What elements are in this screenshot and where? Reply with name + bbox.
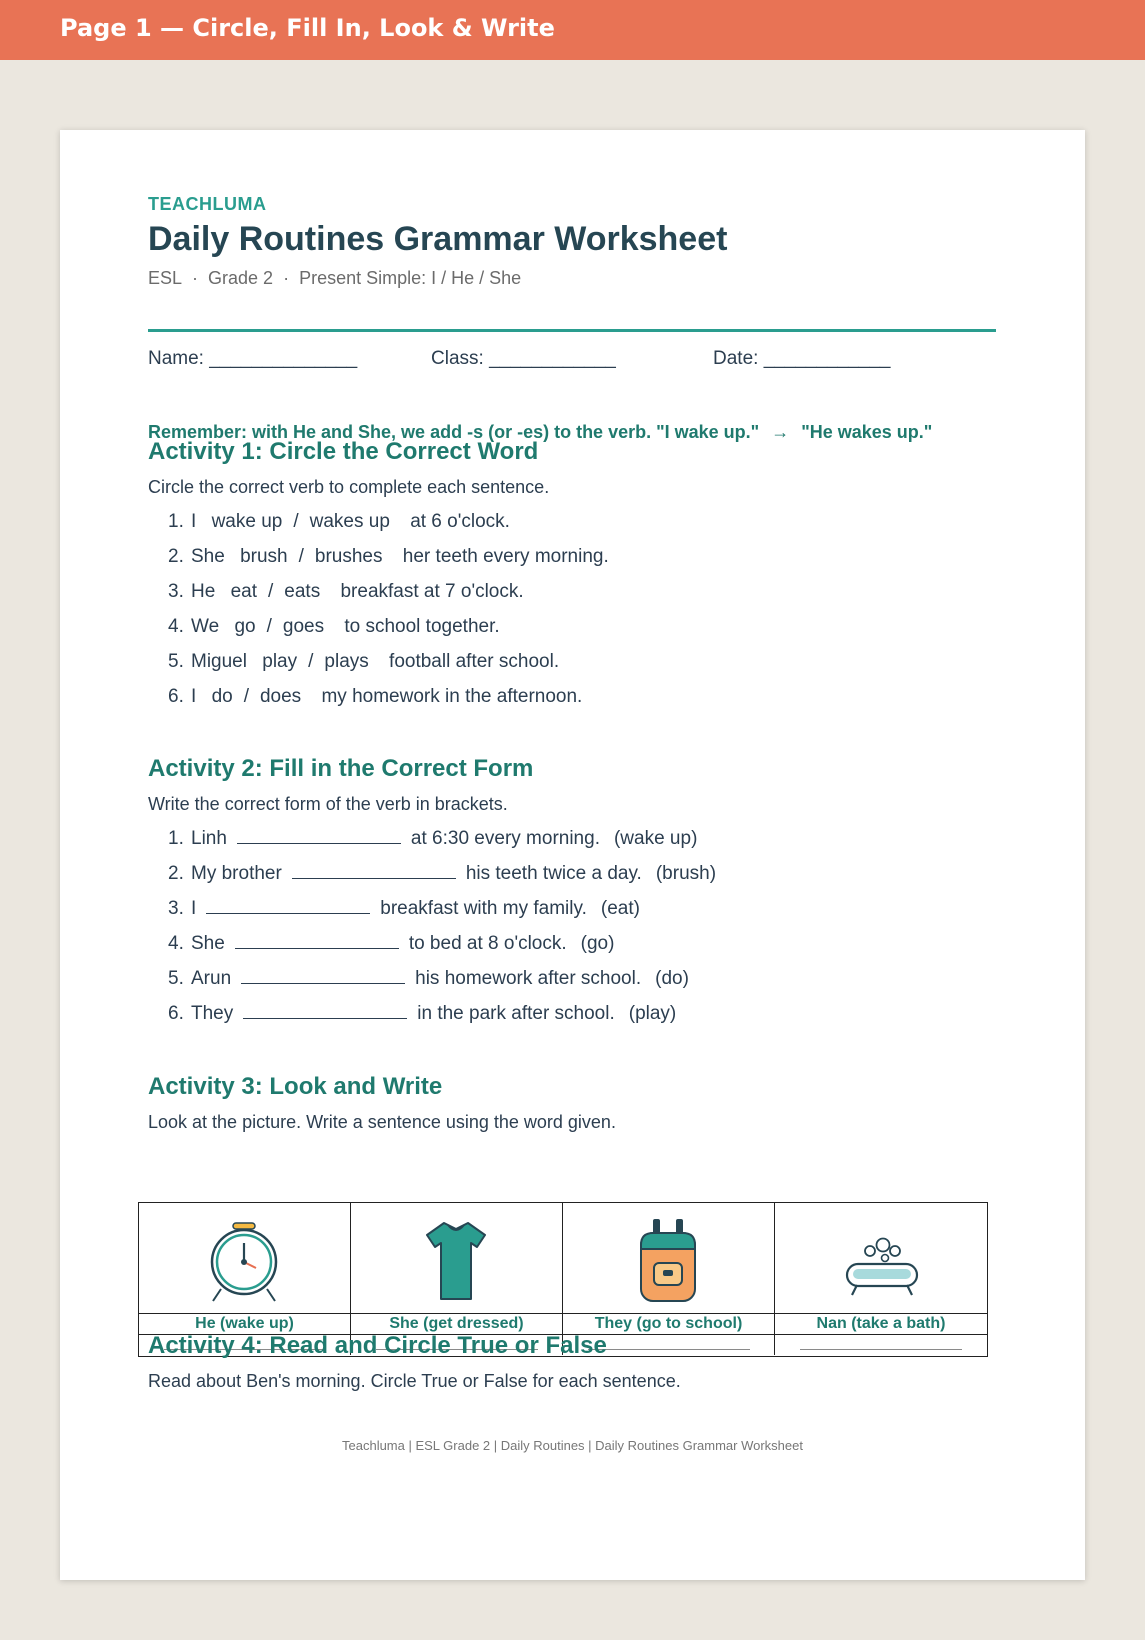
activity-1-item bbox=[168, 581, 524, 603]
choice-b[interactable]: does bbox=[259, 686, 302, 707]
cell-label: He (wake up) bbox=[139, 1314, 350, 1335]
item-subject: Arun bbox=[191, 968, 232, 989]
item-subject: I bbox=[191, 511, 197, 532]
activity-2-item bbox=[168, 863, 716, 885]
page-banner bbox=[0, 0, 1145, 60]
arrow-icon: → bbox=[771, 422, 790, 442]
choice-b[interactable]: brushes bbox=[314, 546, 383, 567]
activity-1-item bbox=[168, 616, 500, 638]
date-field[interactable]: Date: ____________ bbox=[713, 348, 891, 369]
activity-1-item bbox=[168, 546, 609, 568]
activity-1-instruction: Circle the correct verb to complete each sentence. bbox=[148, 477, 550, 497]
item-rest: her teeth every morning. bbox=[402, 546, 609, 567]
activity-2-item bbox=[168, 898, 640, 920]
verb-hint: (eat) bbox=[600, 898, 640, 919]
choice-separator: / bbox=[266, 616, 272, 637]
item-rest: to school together. bbox=[344, 616, 500, 637]
choice-a[interactable]: eat bbox=[230, 581, 257, 602]
meta-topic: Present Simple: I / He / She bbox=[299, 268, 522, 288]
header-rule bbox=[148, 329, 996, 332]
backpack-icon bbox=[623, 1215, 713, 1305]
class-field[interactable]: Class: ____________ bbox=[431, 348, 616, 369]
choice-separator: / bbox=[243, 686, 249, 707]
activity-3-title: Activity 3: Look and Write bbox=[148, 1073, 443, 1100]
choice-a[interactable]: wake up bbox=[211, 511, 283, 532]
item-rest: his teeth twice a day. bbox=[465, 863, 642, 884]
answer-blank[interactable] bbox=[292, 863, 456, 879]
choice-a[interactable]: brush bbox=[240, 546, 288, 567]
item-rest: breakfast with my family. bbox=[380, 898, 587, 919]
item-rest: his homework after school. bbox=[415, 968, 642, 989]
bathtub-icon bbox=[835, 1215, 925, 1305]
cell-label: Nan (take a bath) bbox=[775, 1314, 987, 1335]
activity-3-instruction: Look at the picture. Write a sentence using the word given. bbox=[148, 1112, 616, 1132]
picture-cell bbox=[775, 1203, 987, 1355]
choice-separator: / bbox=[308, 651, 314, 672]
choice-b[interactable]: plays bbox=[324, 651, 369, 672]
write-line[interactable] bbox=[800, 1349, 962, 1350]
item-number: 6. bbox=[168, 686, 184, 707]
meta-subject: ESL bbox=[148, 268, 183, 288]
item-subject: Linh bbox=[191, 828, 227, 849]
meta-grade: Grade 2 bbox=[208, 268, 274, 288]
item-rest: my homework in the afternoon. bbox=[321, 686, 583, 707]
verb-hint: (play) bbox=[628, 1003, 677, 1024]
choice-b[interactable]: goes bbox=[282, 616, 325, 637]
answer-blank[interactable] bbox=[243, 1003, 407, 1019]
choice-a[interactable]: play bbox=[262, 651, 298, 672]
item-rest: to bed at 8 o'clock. bbox=[408, 933, 567, 954]
name-field[interactable]: Name: ______________ bbox=[148, 348, 358, 369]
item-subject: She bbox=[191, 933, 225, 954]
activity-4-title: Activity 4: Read and Circle True or False bbox=[148, 1332, 607, 1359]
item-number: 6. bbox=[168, 1003, 184, 1024]
activity-4-instruction: Read about Ben's morning. Circle True or False for each sentence. bbox=[148, 1371, 681, 1391]
item-rest: at 6 o'clock. bbox=[410, 511, 510, 532]
item-subject: We bbox=[191, 616, 220, 637]
item-number: 5. bbox=[168, 651, 184, 672]
activity-2-title: Activity 2: Fill in the Correct Form bbox=[148, 755, 534, 782]
activity-2-item bbox=[168, 933, 614, 955]
meta-separator: · bbox=[283, 268, 290, 288]
item-number: 5. bbox=[168, 968, 184, 989]
activity-2-item bbox=[168, 1003, 676, 1025]
item-number: 3. bbox=[168, 581, 184, 602]
cell-label: She (get dressed) bbox=[351, 1314, 562, 1335]
page-footer: Teachluma | ESL Grade 2 | Daily Routines | Daily Routines Grammar Worksheet bbox=[342, 1438, 803, 1453]
answer-blank[interactable] bbox=[241, 968, 405, 984]
item-rest: in the park after school. bbox=[417, 1003, 615, 1024]
meta-separator: · bbox=[192, 268, 199, 288]
item-subject: She bbox=[191, 546, 225, 567]
item-subject: Miguel bbox=[191, 651, 247, 672]
choice-separator: / bbox=[298, 546, 304, 567]
choice-a[interactable]: go bbox=[234, 616, 256, 637]
activity-1-title: Activity 1: Circle the Correct Word bbox=[148, 438, 539, 465]
reminder-example: "He wakes up." bbox=[801, 422, 933, 442]
item-rest: at 6:30 every morning. bbox=[410, 828, 600, 849]
item-subject: They bbox=[191, 1003, 234, 1024]
activity-1-item bbox=[168, 686, 582, 708]
worksheet-title: Daily Routines Grammar Worksheet bbox=[148, 220, 728, 258]
answer-blank[interactable] bbox=[235, 933, 399, 949]
tshirt-icon bbox=[411, 1215, 501, 1305]
item-rest: breakfast at 7 o'clock. bbox=[340, 581, 524, 602]
activity-2-item bbox=[168, 828, 697, 850]
activity-2-instruction: Write the correct form of the verb in brackets. bbox=[148, 794, 508, 814]
item-subject: I bbox=[191, 898, 197, 919]
choice-separator: / bbox=[268, 581, 274, 602]
activity-2-item bbox=[168, 968, 689, 990]
choice-b[interactable]: eats bbox=[284, 581, 321, 602]
verb-hint: (wake up) bbox=[613, 828, 698, 849]
worksheet-meta bbox=[148, 268, 521, 289]
item-number: 4. bbox=[168, 616, 184, 637]
brand-name: TEACHLUMA bbox=[148, 194, 267, 214]
item-rest: football after school. bbox=[389, 651, 560, 672]
choice-b[interactable]: wakes up bbox=[309, 511, 390, 532]
item-subject: I bbox=[191, 686, 197, 707]
item-subject: He bbox=[191, 581, 216, 602]
item-number: 3. bbox=[168, 898, 184, 919]
verb-hint: (go) bbox=[580, 933, 615, 954]
item-number: 1. bbox=[168, 511, 184, 532]
item-number: 2. bbox=[168, 546, 184, 567]
banner-title: Page 1 — Circle, Fill In, Look & Write bbox=[60, 14, 555, 42]
activity-1-item bbox=[168, 511, 510, 533]
item-number: 1. bbox=[168, 828, 184, 849]
choice-separator: / bbox=[293, 511, 299, 532]
item-number: 2. bbox=[168, 863, 184, 884]
worksheet-page bbox=[60, 130, 1085, 1580]
answer-blank[interactable] bbox=[206, 898, 370, 914]
reminder-text: Remember: with He and She, we add -s (or -es) to the verb. "I wake up." bbox=[148, 422, 760, 442]
activity-1-item bbox=[168, 651, 559, 673]
verb-hint: (brush) bbox=[655, 863, 717, 884]
verb-hint: (do) bbox=[655, 968, 689, 989]
write-line[interactable] bbox=[588, 1349, 750, 1350]
choice-a[interactable]: do bbox=[211, 686, 233, 707]
item-subject: My brother bbox=[191, 863, 282, 884]
cell-label: They (go to school) bbox=[563, 1314, 774, 1335]
answer-blank[interactable] bbox=[237, 828, 401, 844]
item-number: 4. bbox=[168, 933, 184, 954]
alarm-clock-icon bbox=[199, 1215, 289, 1305]
